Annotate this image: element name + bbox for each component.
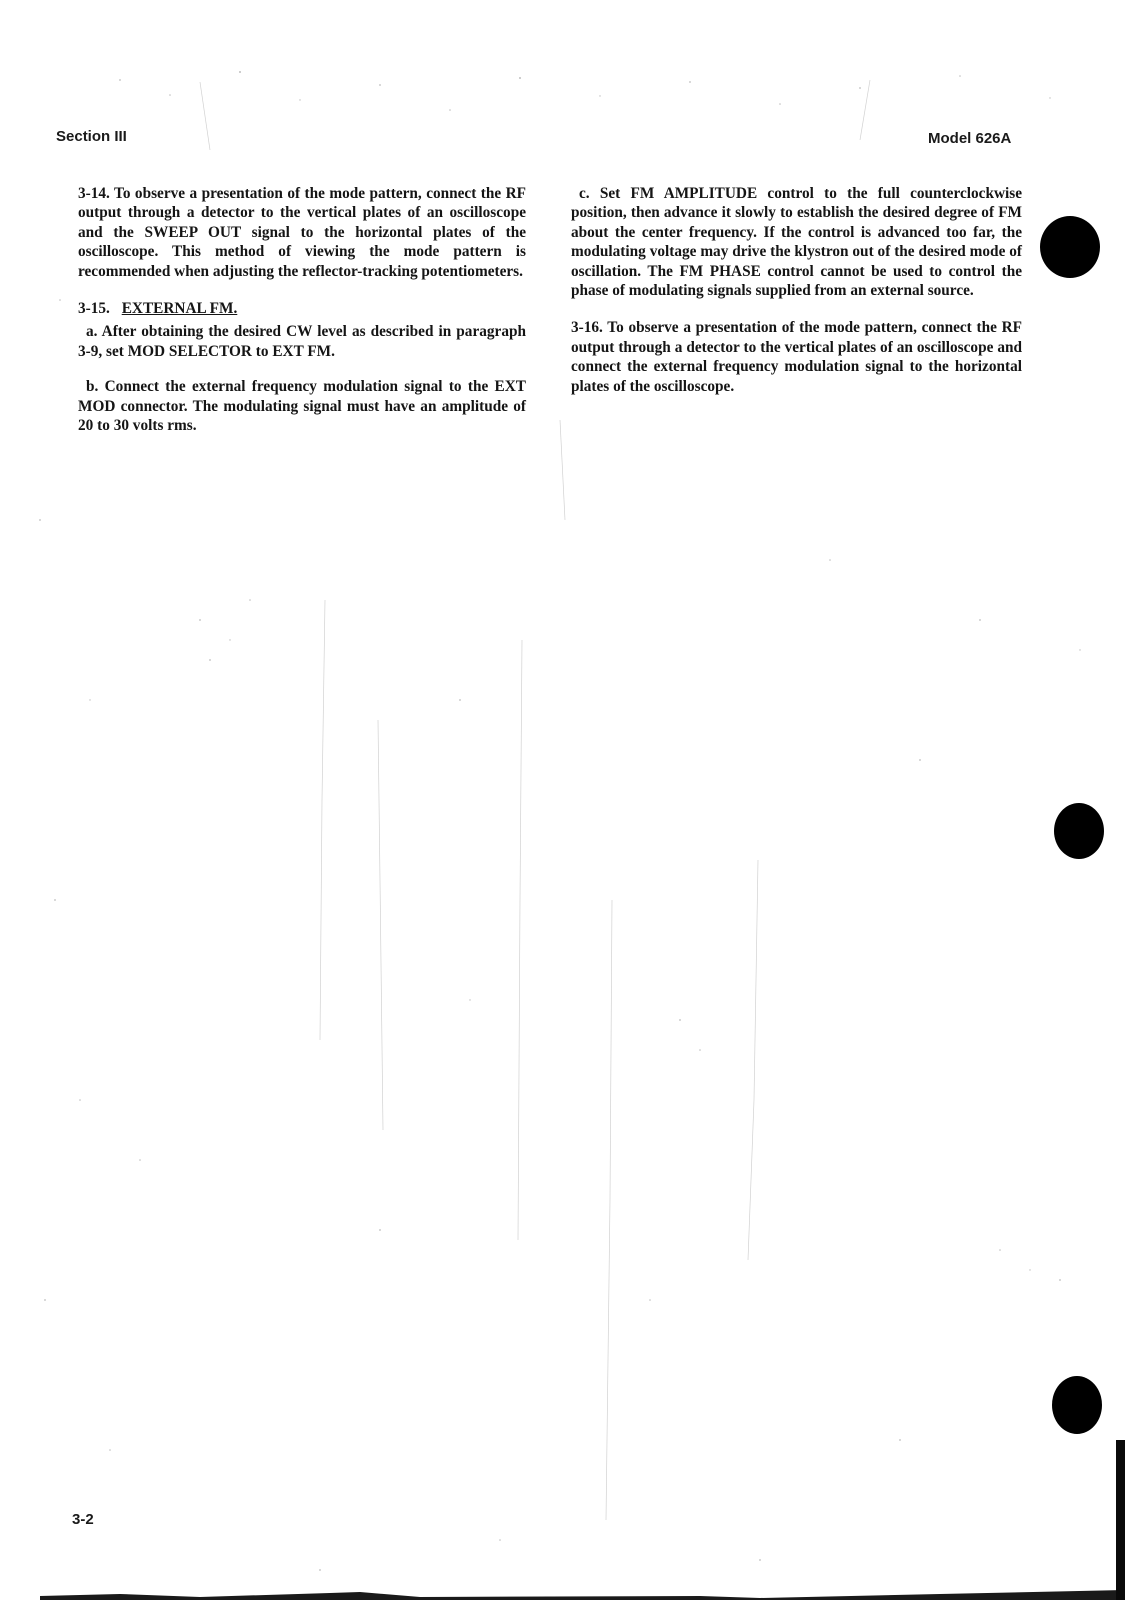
model-label: Model 626A (928, 130, 1012, 147)
paragraph-3-16: 3-16. To observe a presentation of the mode pattern, connect the RF output through a detector to the vertical plates of an oscilloscope and connect the external frequency modulation signal to the horizontal plates of the oscilloscope. (571, 319, 1022, 395)
paragraph-c: c. Set FM AMPLITUDE control to the full counterclockwise position, then advance it slowly to establish the desired degree of FM about the center frequency. If the control is advanced too far, the modulating voltage may drive the klystron out of the desired mode of oscillation. The FM PHASE control cannot be used to control the phase of modulating signals supplied from an external source. (571, 185, 1022, 300)
paragraph-b: b. Connect the external frequency modulation signal to the EXT MOD connector. The modulating signal must have an amplitude of 20 to 30 volts rms. (78, 378, 526, 435)
heading-title: EXTERNAL FM. (121, 300, 238, 318)
punch-hole-bottom (1052, 1376, 1102, 1434)
scan-right-edge (1116, 1440, 1125, 1600)
paragraph-a: a. After obtaining the desired CW level as described in paragraph 3-9, set MOD SELECTOR to EXT FM. (78, 323, 526, 360)
right-column (571, 184, 1022, 412)
paragraph-3-14: 3-14. To observe a presentation of the mode pattern, connect the RF output through a detector to the vertical plates of an oscilloscope and the SWEEP OUT signal to the horizontal plates of the oscilloscope. This method of viewing the mode pattern is recommended when adjusting the reflector-tracking potentiometers. (78, 185, 526, 280)
page-number: 3-2 (72, 1511, 94, 1528)
punch-hole-middle (1054, 803, 1104, 859)
left-column (78, 184, 526, 451)
section-heading-3-15 (78, 299, 526, 318)
scan-bottom-edge (0, 1588, 1125, 1600)
section-label: Section III (56, 128, 127, 145)
punch-hole-top (1040, 216, 1100, 278)
heading-number: 3-15. (78, 300, 110, 318)
